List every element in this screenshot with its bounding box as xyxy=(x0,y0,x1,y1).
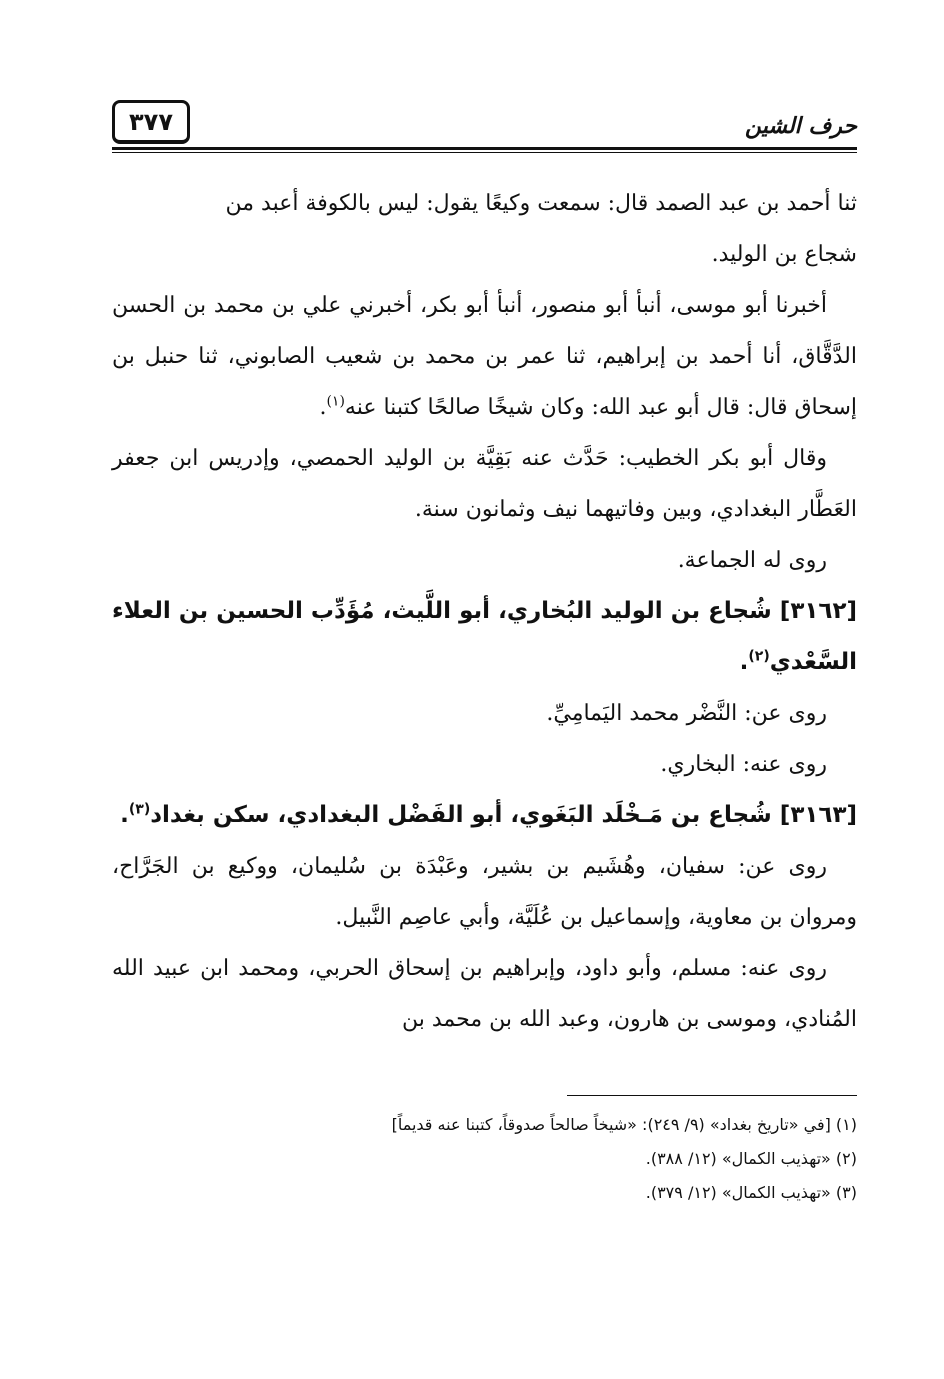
paragraph-1-line-1: ثنا أحمد بن عبد الصمد قال: سمعت وكيعًا يقول: ليس بالكوفة أعبد من xyxy=(225,191,857,216)
footnote-2: (٢) «تهذيب الكمال» (١٢/ ٣٨٨). xyxy=(645,1149,857,1168)
entry-3162-heading xyxy=(112,586,857,688)
paragraph-1-line-2: شجاع بن الوليد. xyxy=(711,242,857,267)
footnote-rule xyxy=(567,1095,857,1096)
footnote-marker-3: (٣) xyxy=(128,801,151,818)
header-rule-thin xyxy=(112,152,857,153)
paragraph-3: وقال أبو بكر الخطيب: حَدَّث عنه بَقِيَّة بن الوليد الحمصي، وإدريس ابن جعفر العَطَّار البغدادي، وبين وفاتيهما نيف وثمانون سنة. xyxy=(112,446,857,522)
entry-3162-title: [٣١٦٢] شُجاع بن الوليد البُخاري، أبو اللَّيث، مُؤَدِّب الحسين بن العلاء السَّعْدي xyxy=(112,598,857,675)
entry-3163-heading xyxy=(112,790,857,841)
footnotes xyxy=(112,1095,857,1210)
footnote-1: (١) [في «تاريخ بغداد» (٩/ ٢٤٩): «شيخاً صالحاً صدوقاً، كتبنا عنه قديماً] xyxy=(391,1115,857,1134)
chapter-title: حرف الشين xyxy=(744,114,857,139)
footnote-marker-2: (٢) xyxy=(748,648,770,665)
header-rule xyxy=(112,147,857,150)
paragraph-2-end: . xyxy=(319,395,327,420)
body-text xyxy=(112,178,857,1045)
entry-3163-narrated-from: روى عن: سفيان، وهُشَيم بن بشير، وعَبْدَة بن سُليمان، ووكيع بن الجَرَّاح، ومروان بن معاوية، وإسماعيل بن عُلَيَّة، وأبي عاصِم النَّبيل. xyxy=(112,854,857,930)
page-header xyxy=(112,100,857,160)
footnote-marker-1: (١) xyxy=(326,393,345,410)
page-number: ٣٧٧ xyxy=(112,100,190,144)
entry-3163-end: . xyxy=(120,802,129,828)
paragraph-4: روى له الجماعة. xyxy=(677,548,827,573)
entry-3163-title: [٣١٦٣] شُجاع بن مَـخْلَد البَغَوي، أبو الفَضْل البغدادي، سكن بغداد xyxy=(150,802,857,828)
entry-3162-narrated-by: روى عنه: البخاري. xyxy=(660,752,827,777)
entry-3162-end: . xyxy=(739,649,749,675)
paragraph-2 xyxy=(112,280,857,433)
paragraph-1 xyxy=(112,178,857,280)
paragraph-2-text: أخبرنا أبو موسى، أنبأ أبو منصور، أنبأ أبو بكر، أخبرني علي بن محمد بن الحسن الدَّقَّاق، أنا أحمد بن إبراهيم، ثنا عمر بن محمد بن شعيب الصابوني، ثنا حنبل بن إسحاق قال: قال أبو عبد الله: وكان شيخًا صالحًا كتبنا عنه xyxy=(112,293,857,420)
footnote-3: (٣) «تهذيب الكمال» (١٢/ ٣٧٩). xyxy=(645,1183,857,1202)
entry-3163-narrated-by: روى عنه: مسلم، وأبو داود، وإبراهيم بن إسحاق الحربي، ومحمد ابن عبيد الله المُنادي، وموسى بن هارون، وعبد الله بن محمد بن xyxy=(112,956,857,1032)
entry-3162-narrated-from: روى عن: النَّضْر محمد اليَمامِيِّ. xyxy=(546,701,827,726)
